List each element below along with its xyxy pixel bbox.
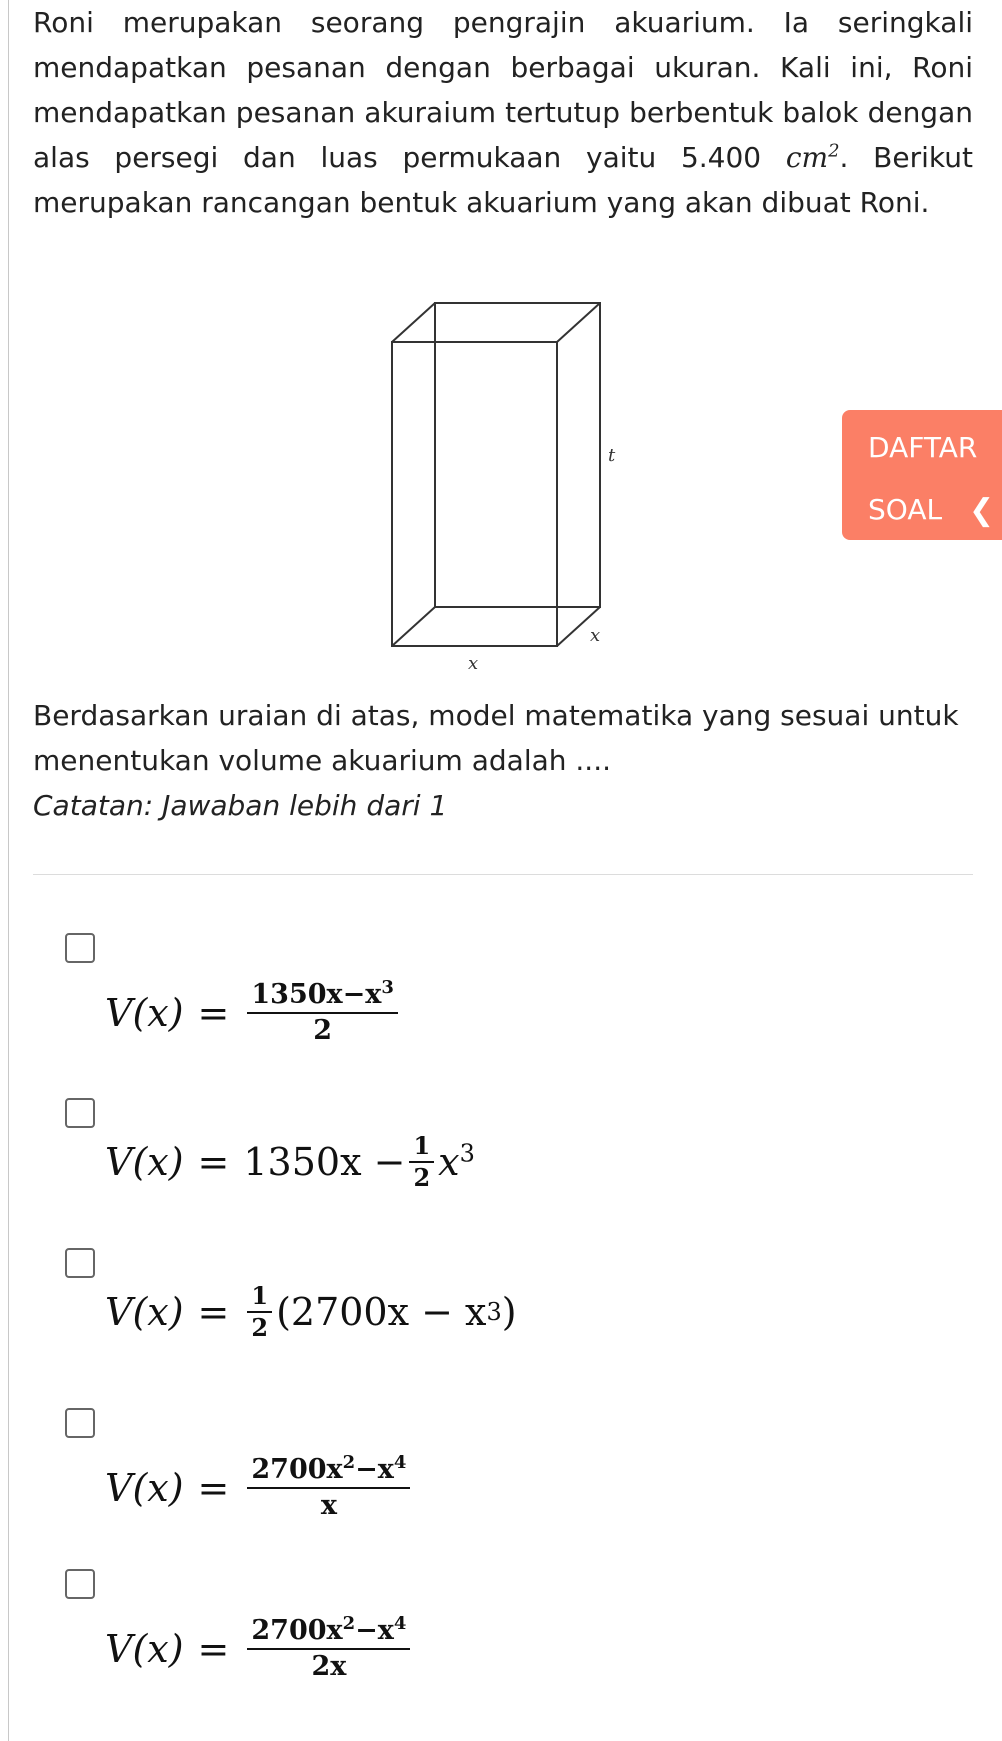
option-4-num-b: −x bbox=[355, 1454, 394, 1485]
option-2-lhs: V(x) bbox=[105, 1140, 184, 1185]
option-5-fraction bbox=[247, 1613, 410, 1682]
option-4-fraction bbox=[247, 1452, 410, 1521]
option-1-eq: = bbox=[197, 990, 230, 1035]
option-5-numerator bbox=[247, 1613, 410, 1650]
option-3-eq: = bbox=[197, 1290, 230, 1335]
option-3-close-paren: ) bbox=[501, 1290, 517, 1335]
option-3-frac-den: 2 bbox=[251, 1313, 269, 1343]
label-x-front: x bbox=[468, 653, 479, 674]
option-1-checkbox[interactable] bbox=[65, 933, 95, 963]
chevron-left-icon: ❮ bbox=[969, 493, 995, 528]
option-5-lhs: V(x) bbox=[105, 1626, 184, 1671]
area-unit-base: cm bbox=[785, 141, 829, 174]
option-2-formula[interactable] bbox=[105, 1133, 475, 1192]
option-2-frac-den: 2 bbox=[413, 1163, 431, 1193]
label-t: t bbox=[608, 445, 616, 466]
area-unit-exponent: 2 bbox=[828, 140, 840, 162]
option-3-lhs: V(x) bbox=[105, 1290, 184, 1335]
option-4-num-b-exp: 4 bbox=[393, 1452, 407, 1473]
soal-label: SOAL bbox=[868, 493, 943, 526]
option-1-fraction bbox=[247, 977, 398, 1046]
option-1-num-exp: 3 bbox=[381, 977, 394, 998]
option-3-frac-num: 1 bbox=[247, 1283, 272, 1313]
option-4-formula[interactable] bbox=[105, 1452, 414, 1521]
daftar-soal-button[interactable] bbox=[842, 410, 1002, 540]
option-3-checkbox[interactable] bbox=[65, 1248, 95, 1278]
aquarium-figure bbox=[380, 295, 630, 675]
option-4-eq: = bbox=[197, 1465, 230, 1510]
left-border bbox=[0, 0, 9, 1741]
option-5-formula[interactable] bbox=[105, 1613, 414, 1682]
question-text-part2: . Berikut merupakan rancangan bentuk akuarium yang akan dibuat Roni. bbox=[33, 141, 973, 219]
front-face bbox=[392, 342, 557, 646]
option-5-num-a: 2700x bbox=[251, 1615, 343, 1646]
option-2-b-exp: 3 bbox=[459, 1139, 475, 1168]
label-x-side: x bbox=[590, 625, 601, 646]
option-1-lhs: V(x) bbox=[105, 990, 184, 1035]
option-4-denominator: x bbox=[320, 1489, 337, 1521]
option-2-frac-num: 1 bbox=[409, 1133, 434, 1163]
option-1-num-text: 1350x−x bbox=[251, 979, 382, 1010]
option-2-term-a: 1350x − bbox=[243, 1140, 406, 1185]
option-2-fraction bbox=[409, 1133, 434, 1192]
question-text-part1: Roni merupakan seorang pengrajin akuarium. Ia seringkali mendapatkan pesanan dengan berbagai ukuran. Kali ini, Roni mendapatkan pesanan akuraium tertutup berbentuk balok dengan alas persegi dan luas permukaan yaitu 5.400 bbox=[33, 6, 973, 174]
answer-note: Catatan: Jawaban lebih dari 1 bbox=[33, 789, 448, 822]
option-4-checkbox[interactable] bbox=[65, 1408, 95, 1438]
daftar-label: DAFTAR bbox=[868, 431, 978, 464]
option-5-num-b-exp: 4 bbox=[393, 1613, 407, 1634]
option-4-num-a-exp: 2 bbox=[342, 1452, 356, 1473]
option-1-numerator bbox=[247, 977, 398, 1014]
option-5-num-b: −x bbox=[355, 1615, 394, 1646]
option-1-formula[interactable] bbox=[105, 977, 402, 1046]
option-1-denominator: 2 bbox=[313, 1014, 333, 1046]
divider bbox=[33, 874, 973, 875]
option-3-formula[interactable]: V(x) = $\frac{1}{2}$ (2700x − x 3 ) bbox=[105, 1281, 517, 1343]
option-4-lhs: V(x) bbox=[105, 1465, 184, 1510]
option-3-term-b: (2700x − x bbox=[276, 1290, 487, 1335]
option-3-fraction bbox=[247, 1283, 272, 1342]
question-prompt: Berdasarkan uraian di atas, model matematika yang sesuai untuk menentukan volume akuarium adalah .... bbox=[33, 699, 959, 777]
option-5-eq: = bbox=[197, 1626, 230, 1671]
option-2-eq: = bbox=[197, 1140, 230, 1185]
option-5-num-a-exp: 2 bbox=[342, 1613, 356, 1634]
option-5-denominator: 2x bbox=[311, 1650, 347, 1682]
back-face bbox=[435, 303, 600, 607]
question-text bbox=[33, 0, 973, 225]
option-2-checkbox[interactable] bbox=[65, 1098, 95, 1128]
option-4-numerator bbox=[247, 1452, 410, 1489]
option-2-term-b bbox=[438, 1140, 475, 1184]
area-unit bbox=[786, 141, 840, 174]
option-2-b-base: x bbox=[438, 1140, 460, 1185]
option-5-checkbox[interactable] bbox=[65, 1569, 95, 1599]
option-4-num-a: 2700x bbox=[251, 1454, 343, 1485]
